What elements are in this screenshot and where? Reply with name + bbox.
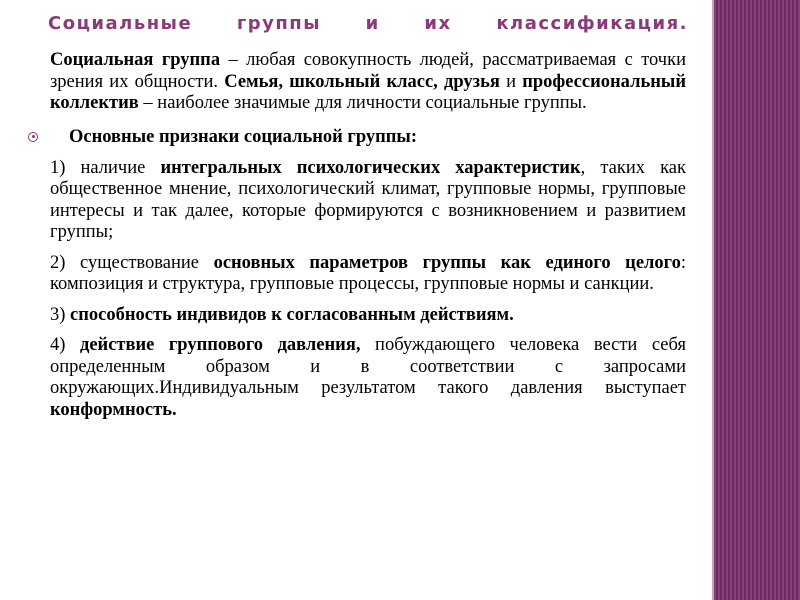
item-4-prefix: 4) (50, 335, 80, 355)
intro-term: Социальная группа (50, 50, 221, 70)
intro-examples: Семья, школьный класс, друзья (224, 71, 500, 92)
bullet-heading-text: Основные признаки социальной группы: (69, 126, 418, 147)
item-4-text: побуждающего человека вести себя определенным образом и в соответствии с запросами окружающих.Индивидуальным результатом такого давления выступает (50, 335, 686, 398)
decorative-stripe (712, 0, 800, 600)
intro-paragraph (50, 50, 686, 115)
slide-title: Социальные группы и их классификация. (48, 13, 688, 34)
item-4-term: действие группового давления, (79, 335, 361, 355)
item-4-result: конформность. (50, 399, 177, 420)
item-3-term: способность индивидов к согласованным действиям. (70, 304, 514, 325)
item-1-text: , таких как общественное мнение, психологический климат, групповые нормы, групповые интересы и так далее, которые формируются с возникновением и развитием группы; (50, 157, 686, 242)
intro-text-end: – наиболее значимые для личности социальные группы. (138, 93, 587, 113)
intro-examples-2: профессиональный коллектив (50, 71, 686, 113)
item-2-term: основных параметров группы как единого целого (213, 252, 681, 273)
item-1-prefix: 1) наличие (50, 157, 161, 178)
intro-text-and: и (499, 71, 523, 92)
item-1-term: интегральных психологических характеристик (160, 157, 581, 178)
item-2-text: : композиция и структура, групповые процессы, групповые нормы и санкции. (50, 252, 686, 294)
item-2-prefix: 2) существование (50, 252, 214, 273)
bullet-circle-icon (28, 132, 38, 142)
list-item-2 (50, 253, 686, 296)
list-item-1 (50, 158, 686, 244)
list-item-4 (50, 335, 686, 421)
intro-text: – любая совокупность людей, рассматриваемая с точки зрения их общности. (50, 50, 686, 92)
list-item-3 (50, 305, 686, 327)
item-3-prefix: 3) (50, 304, 71, 325)
bullet-heading (50, 126, 686, 148)
slide-content (50, 50, 686, 421)
